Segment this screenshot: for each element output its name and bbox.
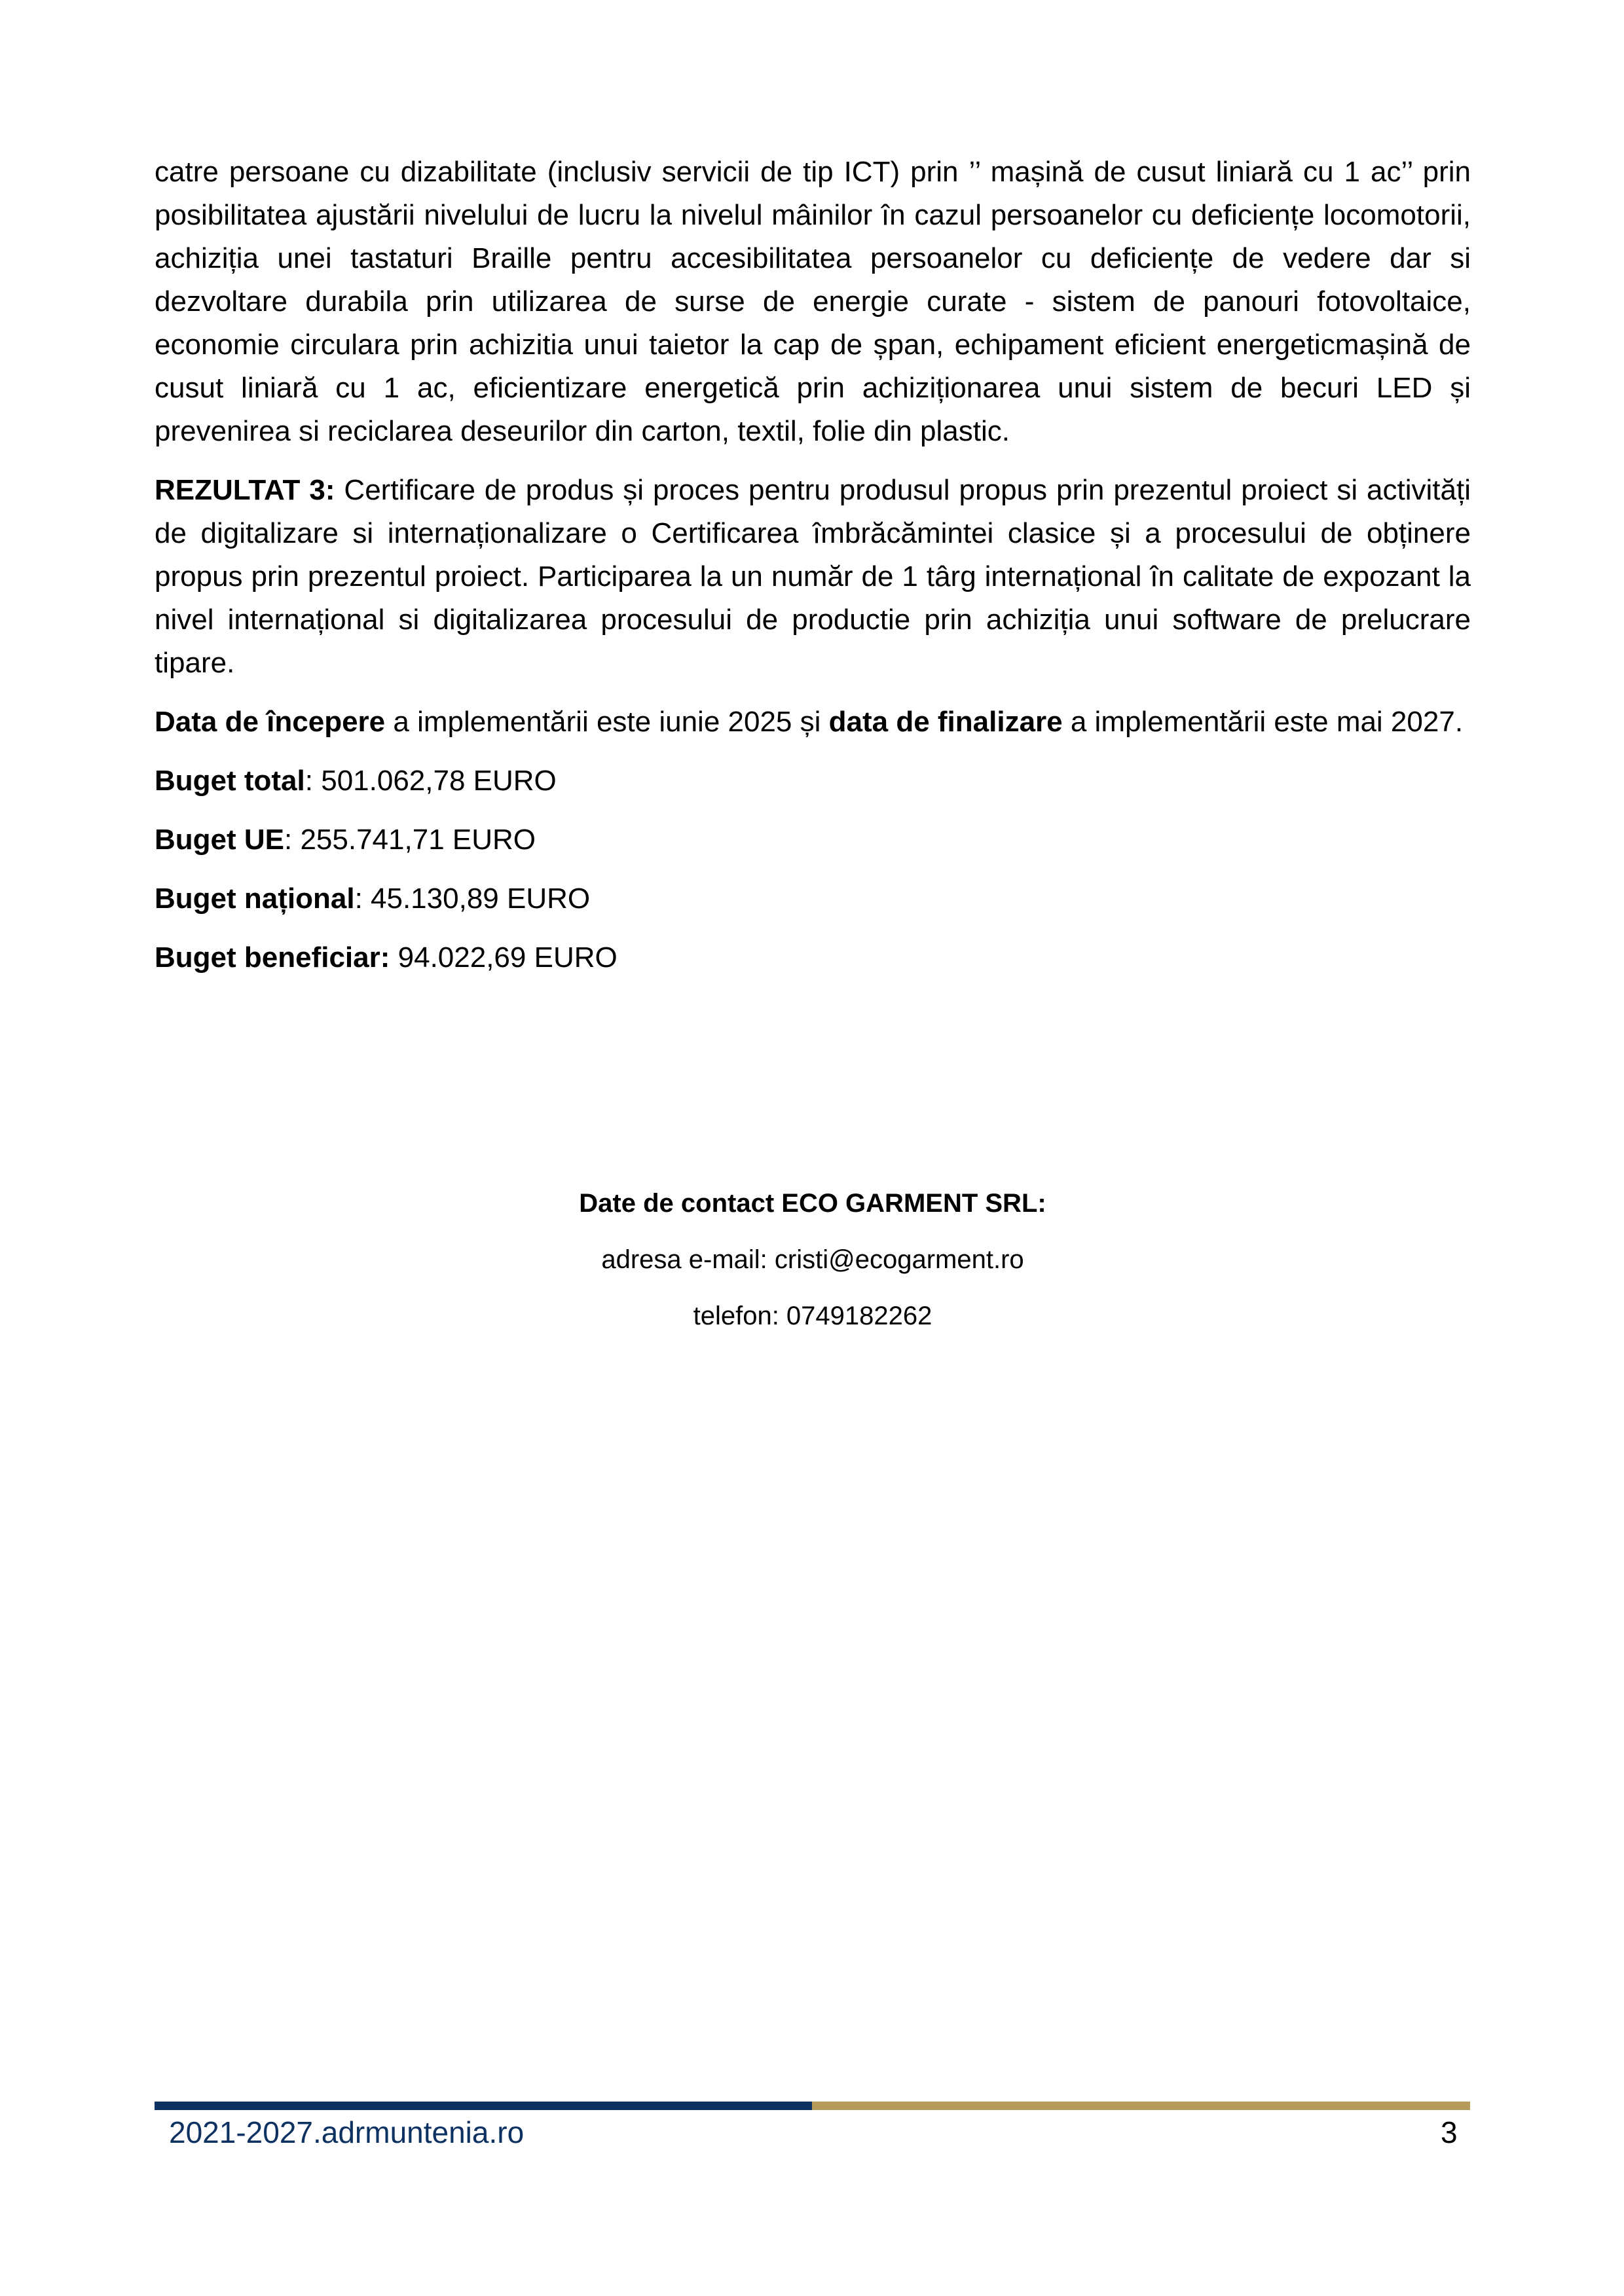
- end-date-text: a implementării este mai 2027.: [1062, 706, 1464, 738]
- budget-separator: :: [304, 765, 322, 797]
- page-number: 3: [1441, 2115, 1458, 2149]
- paragraph-result-3: [155, 469, 1471, 685]
- budget-beneficiary: [155, 936, 1471, 979]
- paragraph-dates: [155, 701, 1471, 744]
- budget-value: 255.741,71 EURO: [300, 824, 536, 856]
- budget-national: [155, 877, 1471, 920]
- budget-total: [155, 759, 1471, 803]
- budget-label: Buget național: [155, 883, 355, 915]
- budget-value: 501.062,78 EURO: [321, 765, 557, 797]
- budget-value: 45.130,89 EURO: [371, 883, 591, 915]
- contact-phone: telefon: 0749182262: [693, 1302, 932, 1330]
- contact-email: adresa e-mail: cristi@ecogarment.ro: [601, 1245, 1024, 1274]
- budget-separator: :: [284, 824, 301, 856]
- budget-separator: [390, 941, 397, 974]
- result-3-text: Certificare de produs și proces pentru produsul propus prin prezentul proiect si activități de digitalizare si internaționalizare o Certificarea îmbrăcămintei clasice și a procesului de obținere propus prin prezentul proiect. Participarea la un număr de 1 târg internațional în calitate de expozant la nivel internațional si digitalizarea procesului de productie prin achiziția unui software de prelucrare tipare.: [155, 474, 1471, 679]
- end-date-label: data de finalizare: [828, 706, 1063, 738]
- footer-bar-navy: [155, 2102, 812, 2110]
- result-3-label: REZULTAT 3:: [155, 474, 335, 506]
- footer-bar-gold: [812, 2102, 1470, 2110]
- contact-block: [155, 1175, 1471, 1344]
- start-date-label: Data de începere: [155, 706, 386, 738]
- budget-label: Buget beneficiar:: [155, 941, 390, 974]
- budget-label: Buget total: [155, 765, 305, 797]
- paragraph-accessibility: catre persoane cu dizabilitate (inclusiv servicii de tip ICT) prin ’’ mașină de cusut liniară cu 1 ac’’ prin posibilitatea ajustării nivelului de lucru la nivelul mâinilor în cazul persoanelor cu deficiențe locomotorii, achiziția unei tastaturi Braille pentru accesibilitatea persoanelor cu deficiențe de vedere dar si dezvoltare durabila prin utilizarea de surse de energie curate - sistem de panouri fotovoltaice, economie circulara prin achizitia unui taietor la cap de șpan, echipament eficient energeticmașină de cusut liniară cu 1 ac, eficientizare energetică prin achiziționarea unui sistem de becuri LED și prevenirea si reciclarea deseurilor din carton, textil, folie din plastic.: [155, 156, 1471, 447]
- budget-ue: [155, 818, 1471, 862]
- contact-heading: Date de contact ECO GARMENT SRL:: [579, 1189, 1046, 1218]
- start-date-text: a implementării este iunie 2025 și: [385, 706, 829, 738]
- document-body: [155, 151, 1471, 995]
- budget-separator: :: [354, 883, 371, 915]
- budget-label: Buget UE: [155, 824, 284, 856]
- footer-website: 2021-2027.adrmuntenia.ro: [169, 2115, 525, 2149]
- budget-value: 94.022,69 EURO: [397, 941, 618, 974]
